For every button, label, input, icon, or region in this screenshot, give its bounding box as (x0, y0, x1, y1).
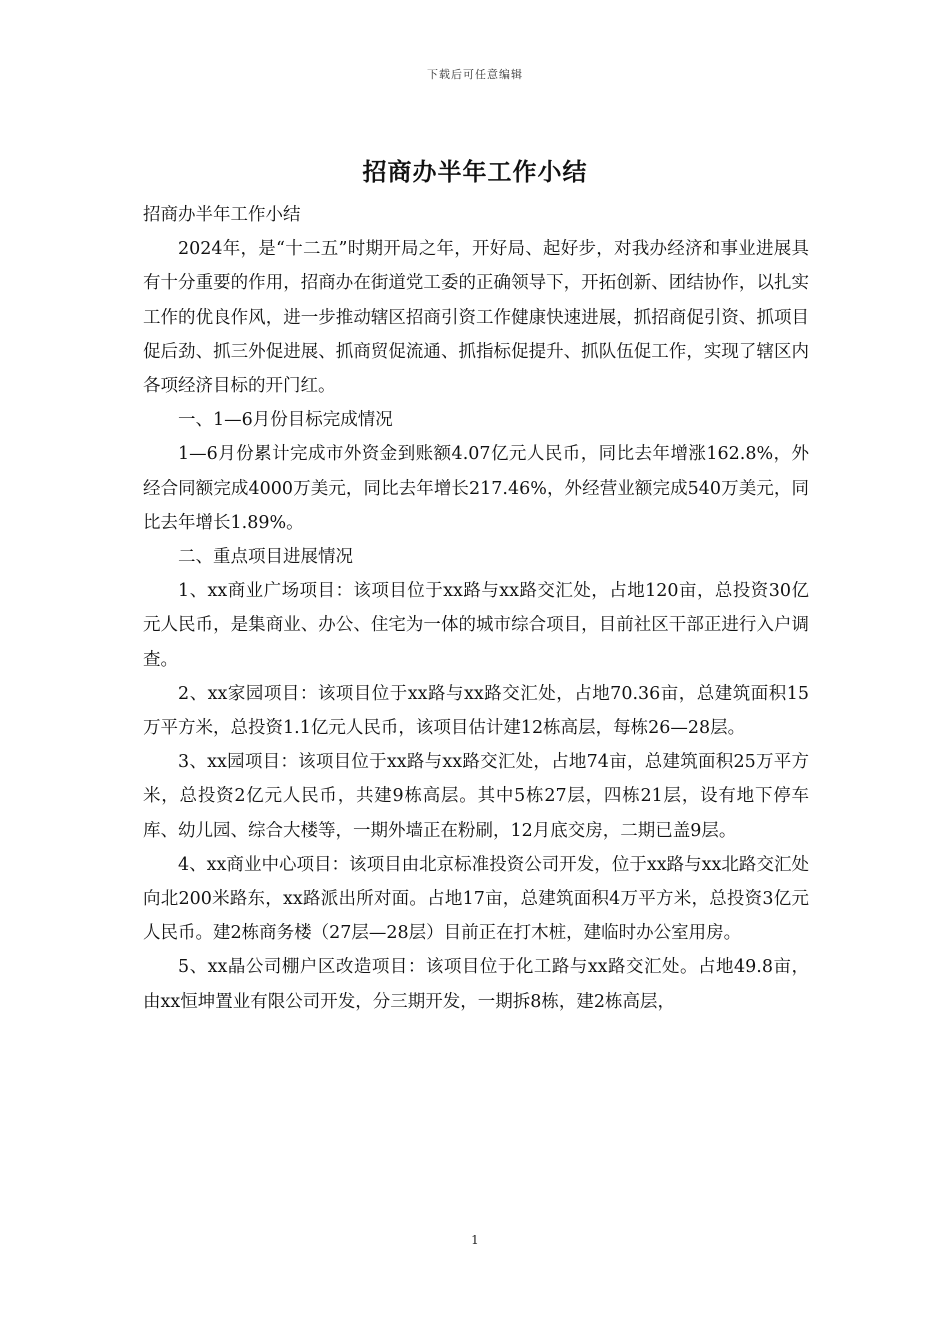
document-body (143, 198, 809, 1019)
document-subtitle: 招商办半年工作小结 (143, 205, 301, 225)
paragraph-project-2: 2、xx家园项目：该项目位于xx路与xx路交汇处，占地70.36亩，总建筑面积15万平方米，总投资1.1亿元人民币，该项目估计建12栋高层，每栋26—28层。 (143, 683, 809, 739)
page-number: 1 (471, 1233, 479, 1247)
paragraph-project-1: 1、xx商业广场项目：该项目位于xx路与xx路交汇处，占地120亩，总投资30亿元人民币，是集商业、办公、住宅为一体的城市综合项目，目前社区干部正进行入户调查。 (143, 581, 809, 670)
section-heading-projects: 二、重点项目进展情况 (178, 547, 353, 568)
section-heading-targets: 一、1—6月份目标完成情况 (178, 410, 393, 431)
paragraph-intro: 2024年，是“十二五”时期开局之年，开好局、起好步，对我办经济和事业进展具有十分重要的作用，招商办在街道党工委的正确领导下，开拓创新、团结协作，以扎实工作的优良作风，进一步推动辖区招商引资工作健康快速进展，抓招商促引资、抓项目促后劲、抓三外促进展、抓商贸促流通、抓指标促提升、抓队伍促工作，实现了辖区内各项经济目标的开门红。 (143, 239, 809, 397)
paragraph-project-5: 5、xx晶公司棚户区改造项目：该项目位于化工路与xx路交汇处。占地49.8亩，由xx恒坤置业有限公司开发，分三期开发，一期拆8栋，建2栋高层， (143, 957, 809, 1012)
paragraph-project-3: 3、xx园项目：该项目位于xx路与xx路交汇处，占地74亩，总建筑面积25万平方米，总投资2亿元人民币，共建9栋高层。其中5栋27层，四栋21层，设有地下停车库、幼儿园、综合大楼等，一期外墙正在粉刷，12月底交房，二期已盖9层。 (143, 752, 809, 841)
paragraph-project-4: 4、xx商业中心项目：该项目由北京标准投资公司开发，位于xx路与xx北路交汇处向北200米路东，xx路派出所对面。占地17亩，总建筑面积4万平方米，总投资3亿元人民币。建2栋商务楼（27层—28层）目前正在打木桩，建临时办公室用房。 (143, 854, 809, 944)
header-note: 下载后可任意编辑 (427, 68, 523, 81)
paragraph-targets: 1—6月份累计完成市外资金到账额4.07亿元人民币，同比去年增涨162.8%，外经合同额完成4000万美元，同比去年增长217.46%，外经营业额完成540万美元，同比去年增长1.89%。 (143, 444, 809, 533)
document-title: 招商办半年工作小结 (362, 157, 588, 186)
